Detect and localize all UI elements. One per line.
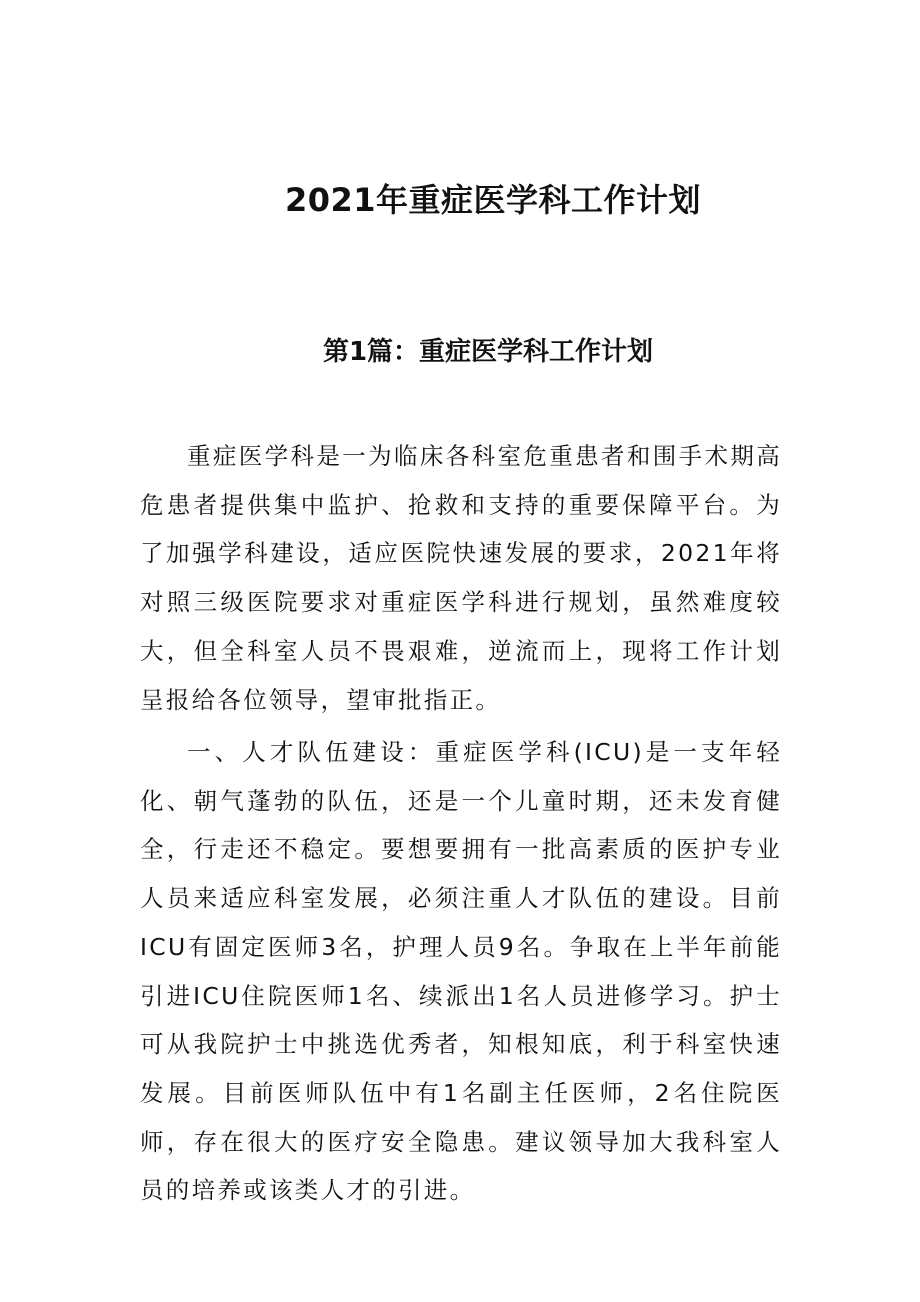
paragraph-talent-team: 一、人才队伍建设：重症医学科(ICU)是一支年轻化、朝气蓬勃的队伍，还是一个儿童时期，还未发育健全，行走还不稳定。要想要拥有一批高素质的医护专业人员来适应科室发展，必须注重人才队伍的建设。目前ICU有固定医师3名，护理人员9名。争取在上半年前能引进ICU住院医师1名、续派出1名人员进修学习。护士可从我院护士中挑选优秀者，知根知底，利于科室快速发展。目前医师队伍中有1名副主任医师，2名住院医师，存在很大的医疗安全隐患。建议领导加大我科室人员的培养或该类人才的引进。	[140, 738, 782, 1205]
document-title: 2021年重症医学科工作计划	[284, 181, 702, 220]
section-title: 第1篇：重症医学科工作计划	[322, 336, 654, 367]
paragraph-intro: 重症医学科是一为临床各科室危重患者和围手术期高危患者提供集中监护、抢救和支持的重要保障平台。为了加强学科建设，适应医院快速发展的要求，2021年将对照三级医院要求对重症医学科进行规划，虽然难度较大，但全科室人员不畏艰难，逆流而上，现将工作计划呈报给各位领导，望审批指正。	[140, 442, 782, 714]
